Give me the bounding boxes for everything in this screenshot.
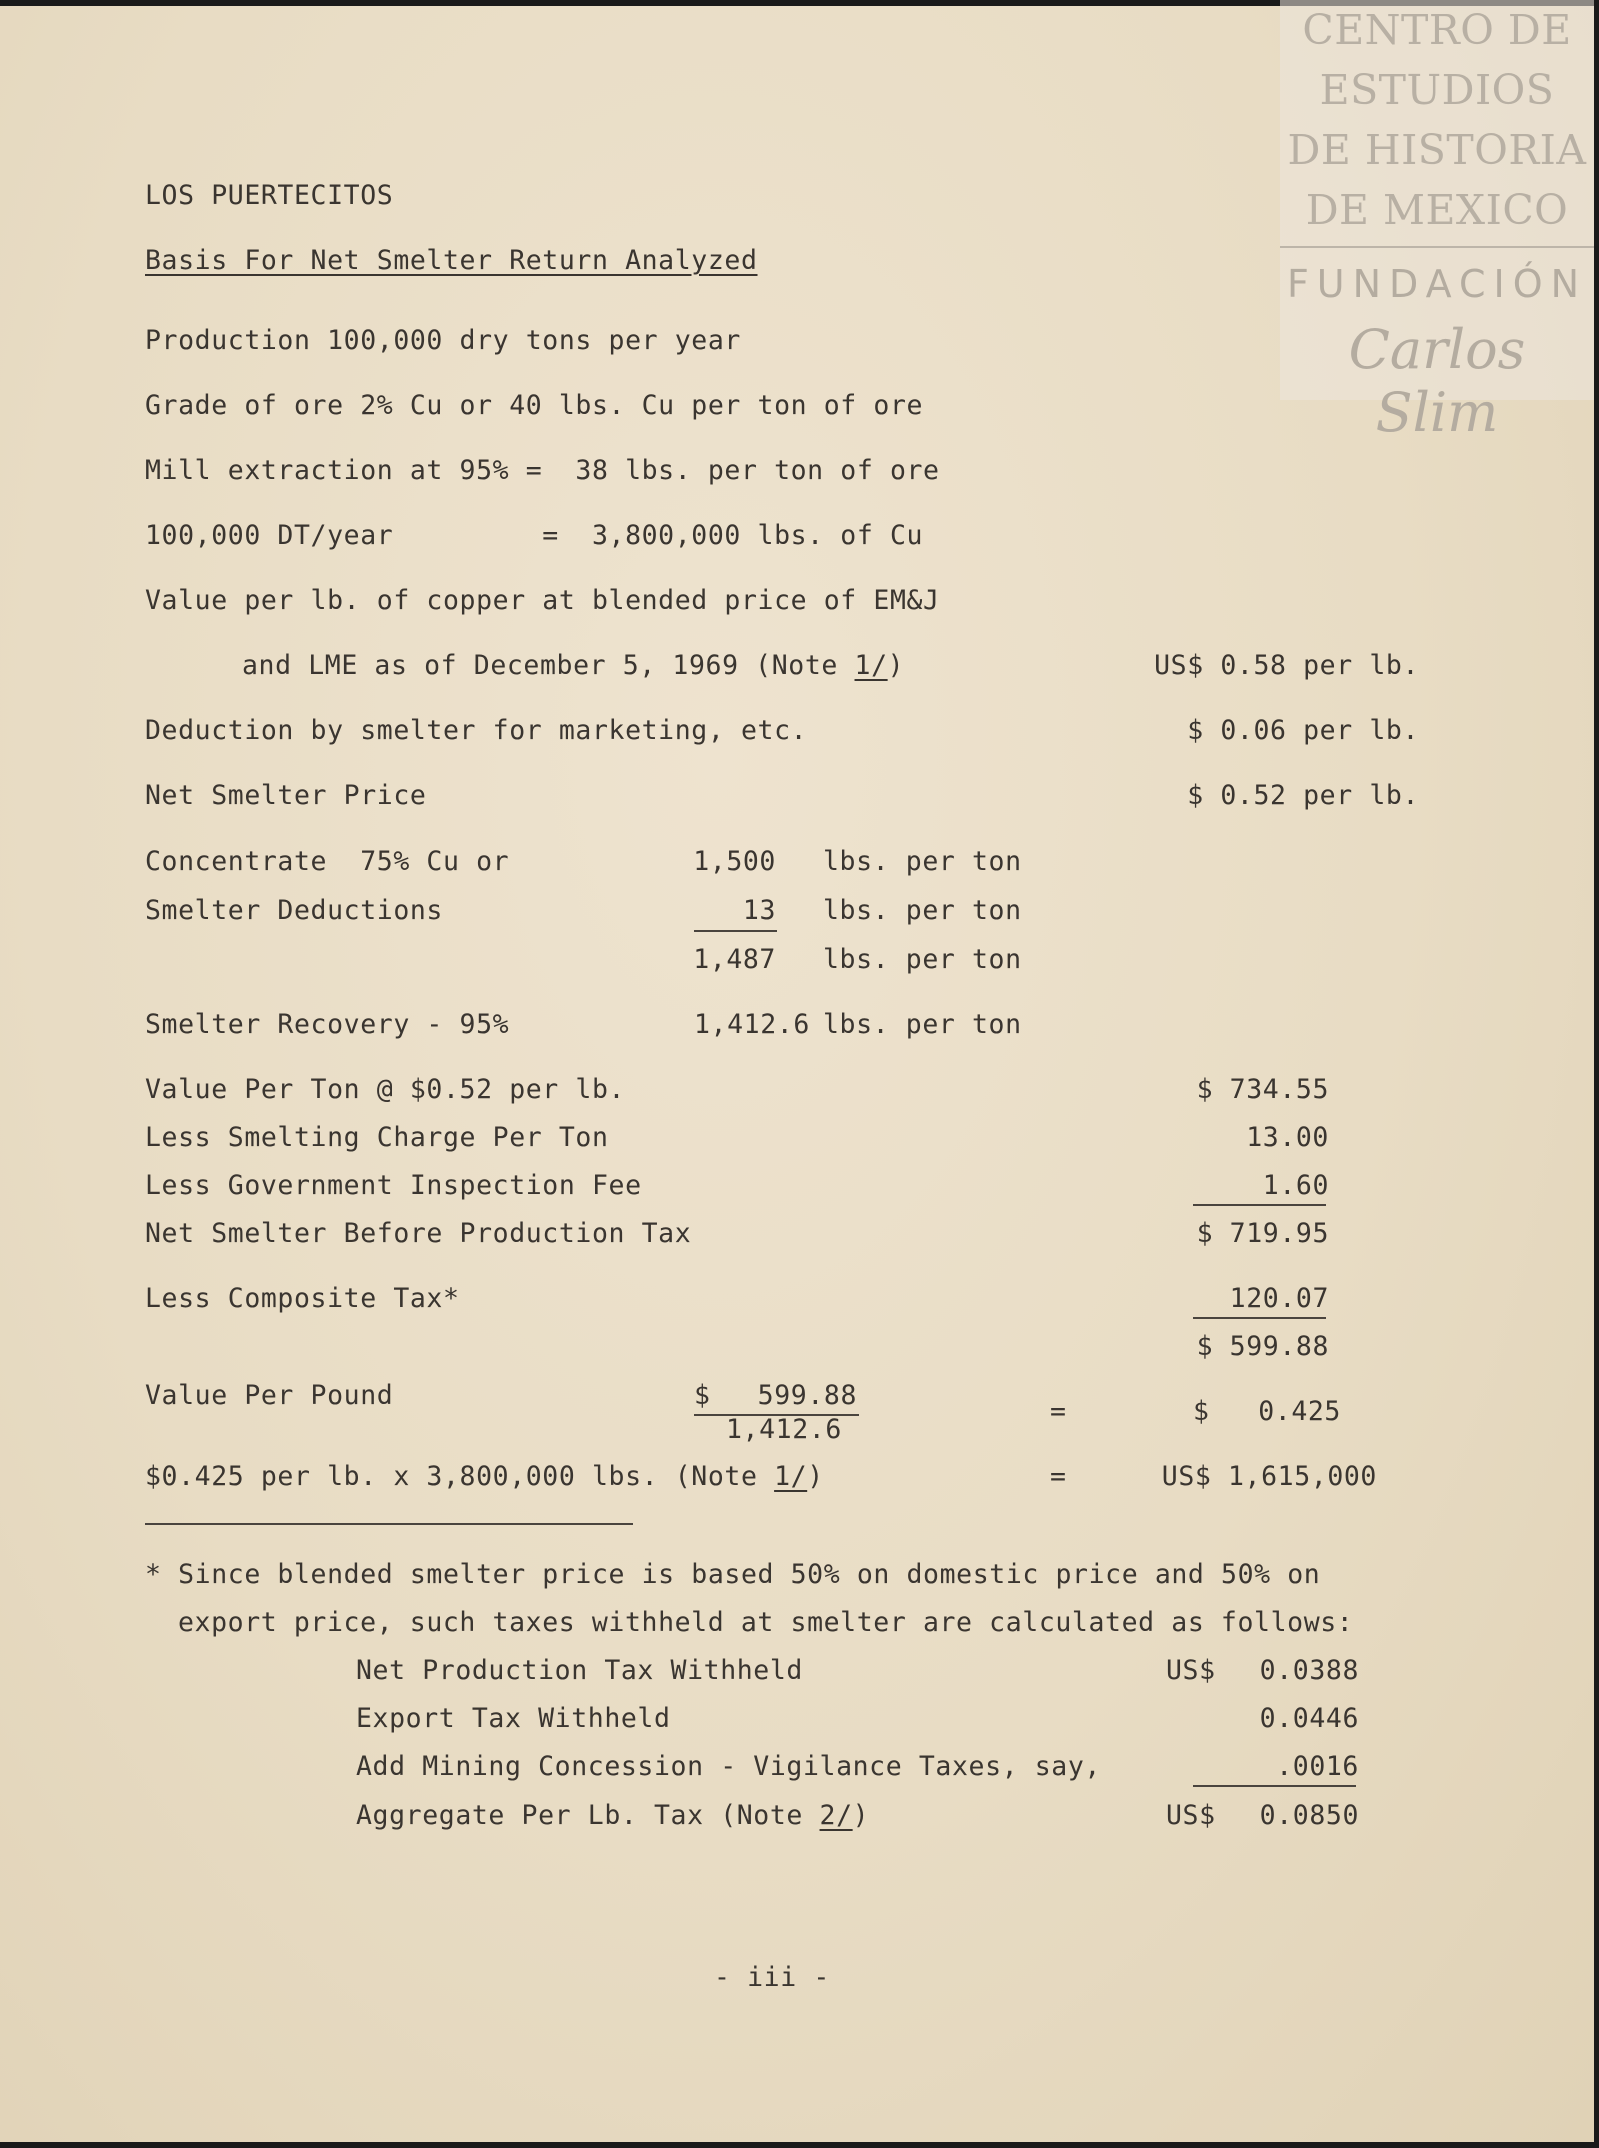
note-ref: 2/ [819,1800,853,1831]
valuation-label: Less Smelting Charge Per Ton [145,1122,609,1153]
document-title: LOS PUERTECITOS [145,180,394,211]
footnote-divider [145,1523,633,1525]
valuation-label: Value Per Ton @ $0.52 per lb. [145,1074,626,1105]
total-line: $0.425 per lb. x 3,800,000 lbs. (Note 1/) [145,1461,824,1492]
fraction-dollar: $ [694,1380,711,1411]
fraction-numerator: 599.88 [757,1380,857,1411]
stamp-line-3: DE HISTORIA [1287,126,1587,174]
smelter-recovery-unit: lbs. per ton [823,1009,1022,1040]
page-number: - iii - [714,1962,830,1993]
mill-extraction-line: Mill extraction at 95% = 38 lbs. per ton of ore [145,455,940,486]
net-price-line: Net Smelter Price [145,780,427,811]
valuation-amount: $ 599.88 [1196,1331,1329,1362]
concentrate-label: Concentrate 75% Cu or [145,846,510,877]
fraction-denominator: 1,412.6 [726,1414,842,1445]
stamp-line-2: ESTUDIOS [1319,66,1555,114]
tax-item-amount: 0.0446 [1259,1703,1359,1734]
equals-sign: = [1050,1396,1067,1427]
concentrate-net-qty: 1,487 [693,944,776,975]
valuation-label: Less Government Inspection Fee [145,1170,642,1201]
deduction-line: Deduction by smelter for marketing, etc. [145,715,808,746]
stamp-signature: Carlos Slim [1348,318,1526,444]
grade-line: Grade of ore 2% Cu or 40 lbs. Cu per ton of ore [145,390,924,421]
tax-item-amount: 0.0850 [1259,1800,1359,1831]
tax-item-label: Export Tax Withheld [356,1703,671,1734]
value-per-lb-amount: US$ 0.58 per lb. [1154,650,1419,681]
result-dollar: $ [1193,1396,1210,1427]
stamp-line-4: DE MEXICO [1305,186,1569,234]
stamp-fundacion: FUNDACIÓN [1286,262,1588,306]
value-per-pound-result: 0.425 [1258,1396,1341,1427]
smelter-deductions-unit: lbs. per ton [823,895,1022,926]
valuation-amount: 1.60 [1262,1170,1329,1201]
note-ref: 1/ [854,650,888,681]
concentrate-qty: 1,500 [693,846,776,877]
valuation-amount: 13.00 [1246,1122,1329,1153]
tax-item-currency: US$ [1166,1655,1216,1686]
document-subtitle: Basis For Net Smelter Return Analyzed [145,245,758,276]
deduction-amount: $ 0.06 per lb. [1187,715,1419,746]
tax-item-amount: 0.0388 [1259,1655,1359,1686]
total-amount: US$ 1,615,000 [1161,1461,1377,1492]
subtotal-rule [1193,1204,1326,1206]
stamp-line-1: CENTRO DE [1302,6,1572,54]
smelter-deductions-label: Smelter Deductions [145,895,443,926]
stamp-divider [1280,246,1594,248]
footnote-line-1: * Since blended smelter price is based 50% on domestic price and 50% on [145,1559,1321,1590]
equals-sign: = [1050,1461,1067,1492]
concentrate-net-unit: lbs. per ton [823,944,1022,975]
valuation-amount: $ 719.95 [1196,1218,1329,1249]
valuation-amount: $ 734.55 [1196,1074,1329,1105]
valuation-label: Less Composite Tax* [145,1283,460,1314]
tax-item-label: Add Mining Concession - Vigilance Taxes, say, [356,1751,1101,1782]
net-price-amount: $ 0.52 per lb. [1187,780,1419,811]
production-line: Production 100,000 dry tons per year [145,325,741,356]
value-per-lb-line-2: and LME as of December 5, 1969 (Note 1/) [242,650,905,681]
tax-item-label: Aggregate Per Lb. Tax (Note 2/) [356,1800,870,1831]
subtotal-rule [1193,1317,1326,1319]
value-per-lb-line-1: Value per lb. of copper at blended price of EM&J [145,585,940,616]
value-per-pound-label: Value Per Pound [145,1380,394,1411]
tax-item-amount: .0016 [1276,1751,1359,1782]
valuation-amount: 120.07 [1229,1283,1329,1314]
subtotal-rule [1193,1785,1356,1787]
tax-item-currency: US$ [1166,1800,1216,1831]
archive-stamp [1280,0,1594,444]
smelter-recovery-qty: 1,412.6 [694,1009,810,1040]
note-ref: 1/ [774,1461,808,1492]
footnote-line-2: export price, such taxes withheld at smelter are calculated as follows: [178,1607,1354,1638]
subtotal-rule [694,930,777,932]
dt-year-line: 100,000 DT/year = 3,800,000 lbs. of Cu [145,520,924,551]
smelter-deductions-qty: 13 [742,895,776,926]
tax-item-label: Net Production Tax Withheld [356,1655,803,1686]
concentrate-unit: lbs. per ton [823,846,1022,877]
smelter-recovery-label: Smelter Recovery - 95% [145,1009,510,1040]
valuation-label: Net Smelter Before Production Tax [145,1218,692,1249]
